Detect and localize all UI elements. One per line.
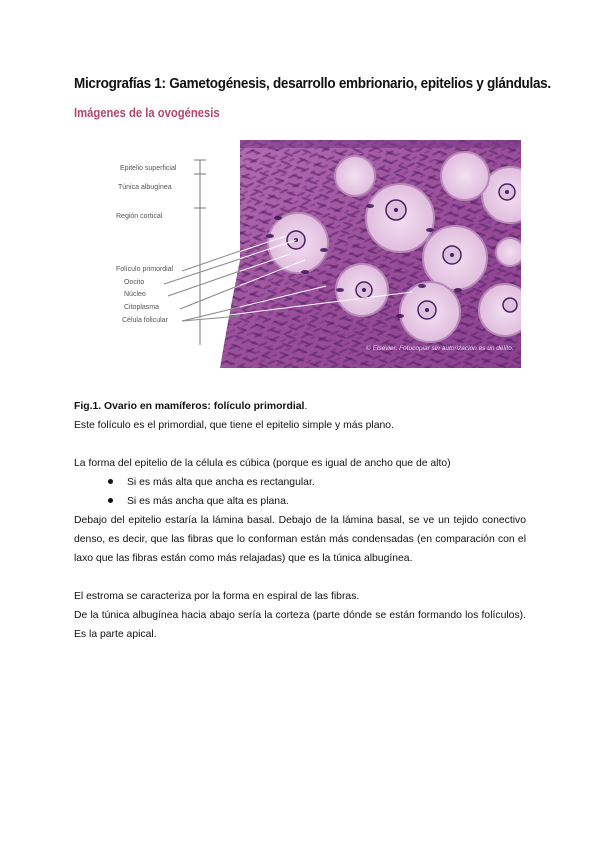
caption-period: . — [304, 401, 308, 412]
paragraph-epithelium-shape: La forma del epitelio de la célula es cúbica (porque es igual de ancho que de alto) — [74, 458, 451, 469]
bullet-icon — [108, 498, 113, 503]
list-item: Si es más alta que ancha es rectangular. — [108, 473, 315, 492]
image-watermark: © Elsevier. Fotocopiar sin autorización es un delito. — [366, 345, 514, 352]
label-tunica-albuginea: Túnica albugínea — [118, 184, 172, 191]
bullet-icon — [108, 479, 113, 484]
section-heading: Imágenes de la ovogénesis — [74, 106, 220, 120]
label-nucleo: Núcleo — [124, 291, 146, 298]
label-oocito: Oocito — [124, 279, 145, 286]
paragraph-corteza: De la túnica albugínea hacia abajo sería la corteza (parte dónde se están formando los folículos). Es la parte apical. — [74, 610, 526, 640]
caption-title: Fig.1. Ovario en mamíferos: folículo primordial — [74, 401, 305, 412]
document-title: Micrografías 1: Gametogénesis, desarrollo embrionario, epitelios y glándulas. — [74, 76, 551, 92]
figure-caption — [74, 397, 526, 416]
paragraph-lamina-basal: Debajo del epitelio estaría la lámina basal. Debajo de la lámina basal, se ve un tejido conectivo denso, es decir, que las fibras que lo conforman están más condensadas (en comparación con el laxo que las fibras están como más relajadas) que es la túnica albugínea. — [74, 515, 526, 564]
micrograph-figure — [100, 140, 521, 368]
caption-text: Este folículo es el primordial, que tiene el epitelio simple y más plano. — [74, 420, 394, 431]
label-epitelio-superficial: Epitelio superficial — [120, 165, 177, 172]
label-region-cortical: Región cortical — [116, 213, 163, 220]
paragraph-estroma: El estroma se caracteriza por la forma en espiral de las fibras. — [74, 591, 360, 602]
label-celula-folicular: Célula folicular — [122, 317, 168, 324]
label-foliculo-primordial: Folículo primordial — [116, 266, 174, 273]
list-item: Si es más ancha que alta es plana. — [108, 492, 289, 511]
label-citoplasma: Citoplasma — [124, 304, 160, 311]
ovary-micrograph-image — [100, 140, 521, 368]
